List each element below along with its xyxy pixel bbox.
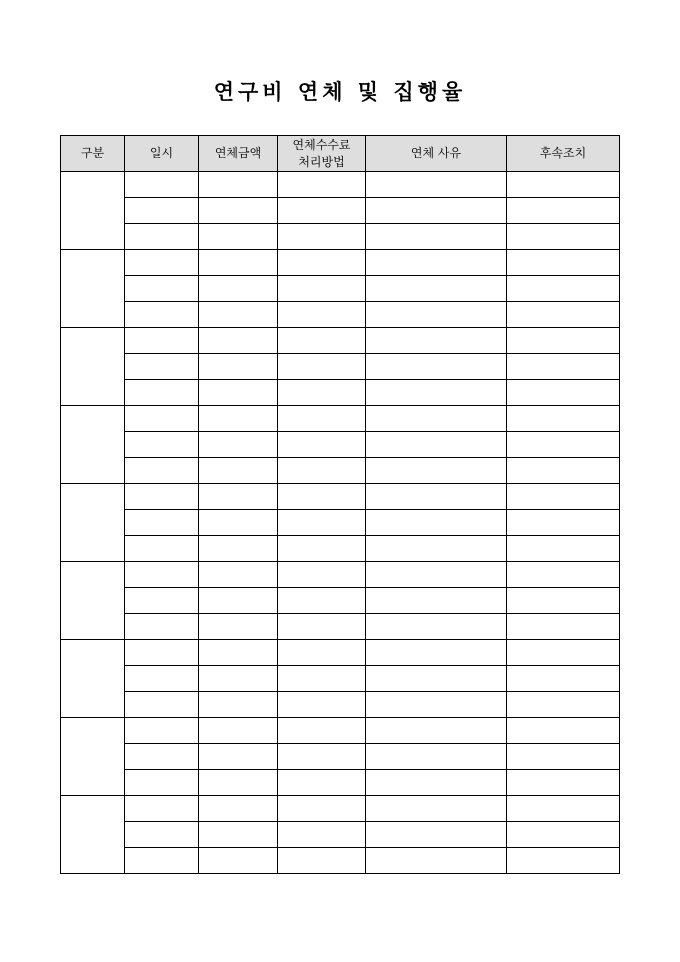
table-row [61, 588, 620, 614]
table-row [61, 692, 620, 718]
datetime-cell[interactable] [125, 822, 199, 848]
follow-up-cell[interactable] [507, 458, 620, 484]
header-follow-up: 후속조치 [507, 136, 620, 172]
overdue-reason-cell[interactable] [366, 510, 507, 536]
follow-up-cell[interactable] [507, 822, 620, 848]
follow-up-cell[interactable] [507, 614, 620, 640]
fee-handling-cell[interactable] [278, 458, 366, 484]
datetime-cell[interactable] [125, 614, 199, 640]
overdue-amount-cell[interactable] [199, 614, 278, 640]
table-row [61, 328, 620, 354]
table-row [61, 640, 620, 666]
overdue-amount-cell[interactable] [199, 510, 278, 536]
datetime-cell[interactable] [125, 770, 199, 796]
header-overdue-reason: 연체 사유 [366, 136, 507, 172]
follow-up-cell[interactable] [507, 380, 620, 406]
table-row [61, 666, 620, 692]
table-row [61, 822, 620, 848]
datetime-cell[interactable] [125, 302, 199, 328]
follow-up-cell[interactable] [507, 224, 620, 250]
follow-up-cell[interactable] [507, 302, 620, 328]
overdue-reason-cell[interactable] [366, 406, 507, 432]
overdue-reason-cell[interactable] [366, 224, 507, 250]
fee-handling-cell[interactable] [278, 406, 366, 432]
overdue-reason-cell[interactable] [366, 484, 507, 510]
follow-up-cell[interactable] [507, 666, 620, 692]
overdue-amount-cell[interactable] [199, 302, 278, 328]
table-row [61, 770, 620, 796]
follow-up-cell[interactable] [507, 484, 620, 510]
follow-up-cell[interactable] [507, 718, 620, 744]
fee-handling-cell[interactable] [278, 302, 366, 328]
datetime-cell[interactable] [125, 354, 199, 380]
datetime-cell[interactable] [125, 224, 199, 250]
follow-up-cell[interactable] [507, 562, 620, 588]
overdue-amount-cell[interactable] [199, 224, 278, 250]
overdue-reason-cell[interactable] [366, 380, 507, 406]
table-row [61, 536, 620, 562]
overdue-reason-cell[interactable] [366, 666, 507, 692]
datetime-cell[interactable] [125, 848, 199, 874]
table-row [61, 406, 620, 432]
datetime-cell[interactable] [125, 588, 199, 614]
overdue-amount-cell[interactable] [199, 432, 278, 458]
fee-handling-cell[interactable] [278, 770, 366, 796]
overdue-amount-cell[interactable] [199, 692, 278, 718]
table-row [61, 224, 620, 250]
fee-handling-cell[interactable] [278, 198, 366, 224]
fee-handling-cell[interactable] [278, 484, 366, 510]
datetime-cell[interactable] [125, 692, 199, 718]
fee-handling-cell[interactable] [278, 588, 366, 614]
overdue-amount-cell[interactable] [199, 406, 278, 432]
fee-handling-cell[interactable] [278, 224, 366, 250]
datetime-cell[interactable] [125, 744, 199, 770]
datetime-cell[interactable] [125, 406, 199, 432]
table-row [61, 250, 620, 276]
follow-up-cell[interactable] [507, 276, 620, 302]
overdue-amount-cell[interactable] [199, 666, 278, 692]
follow-up-cell[interactable] [507, 848, 620, 874]
fee-handling-cell[interactable] [278, 172, 366, 198]
fee-handling-cell[interactable] [278, 536, 366, 562]
datetime-cell[interactable] [125, 562, 199, 588]
overdue-amount-cell[interactable] [199, 354, 278, 380]
overdue-reason-cell[interactable] [366, 796, 507, 822]
datetime-cell[interactable] [125, 458, 199, 484]
overdue-reason-cell[interactable] [366, 562, 507, 588]
datetime-cell[interactable] [125, 172, 199, 198]
follow-up-cell[interactable] [507, 432, 620, 458]
fee-handling-cell[interactable] [278, 718, 366, 744]
table-row [61, 614, 620, 640]
header-row [61, 136, 620, 172]
follow-up-cell[interactable] [507, 588, 620, 614]
table-row [61, 458, 620, 484]
follow-up-cell[interactable] [507, 744, 620, 770]
datetime-cell[interactable] [125, 276, 199, 302]
category-cell[interactable] [61, 718, 125, 796]
overdue-amount-cell[interactable] [199, 198, 278, 224]
overdue-reason-cell[interactable] [366, 302, 507, 328]
header-fee-handling: 연체수수료 처리방법 [278, 136, 366, 172]
overdue-reason-cell[interactable] [366, 822, 507, 848]
fee-handling-cell[interactable] [278, 692, 366, 718]
fee-handling-cell[interactable] [278, 640, 366, 666]
follow-up-cell[interactable] [507, 510, 620, 536]
fee-handling-cell[interactable] [278, 380, 366, 406]
follow-up-cell[interactable] [507, 770, 620, 796]
follow-up-cell[interactable] [507, 536, 620, 562]
fee-handling-cell[interactable] [278, 848, 366, 874]
datetime-cell[interactable] [125, 250, 199, 276]
overdue-reason-cell[interactable] [366, 432, 507, 458]
category-cell[interactable] [61, 172, 125, 250]
category-cell[interactable] [61, 484, 125, 562]
datetime-cell[interactable] [125, 328, 199, 354]
overdue-amount-cell[interactable] [199, 276, 278, 302]
table-row [61, 276, 620, 302]
table-row [61, 172, 620, 198]
category-cell[interactable] [61, 406, 125, 484]
overdue-reason-cell[interactable] [366, 588, 507, 614]
datetime-cell[interactable] [125, 510, 199, 536]
overdue-amount-cell[interactable] [199, 328, 278, 354]
category-cell[interactable] [61, 796, 125, 874]
overdue-reason-cell[interactable] [366, 172, 507, 198]
follow-up-cell[interactable] [507, 640, 620, 666]
overdue-amount-cell[interactable] [199, 848, 278, 874]
table-row [61, 302, 620, 328]
table-row [61, 848, 620, 874]
fee-handling-cell[interactable] [278, 562, 366, 588]
overdue-amount-cell[interactable] [199, 640, 278, 666]
datetime-cell[interactable] [125, 536, 199, 562]
overdue-amount-cell[interactable] [199, 770, 278, 796]
follow-up-cell[interactable] [507, 172, 620, 198]
table-row [61, 796, 620, 822]
datetime-cell[interactable] [125, 432, 199, 458]
overdue-reason-cell[interactable] [366, 328, 507, 354]
overdue-reason-cell[interactable] [366, 744, 507, 770]
follow-up-cell[interactable] [507, 250, 620, 276]
fee-handling-cell[interactable] [278, 432, 366, 458]
overdue-amount-cell[interactable] [199, 250, 278, 276]
overdue-reason-cell[interactable] [366, 692, 507, 718]
fee-handling-cell[interactable] [278, 666, 366, 692]
header-datetime: 일시 [125, 136, 199, 172]
table-row [61, 484, 620, 510]
table-row [61, 510, 620, 536]
datetime-cell[interactable] [125, 796, 199, 822]
overdue-reason-cell[interactable] [366, 354, 507, 380]
overdue-reason-cell[interactable] [366, 848, 507, 874]
follow-up-cell[interactable] [507, 796, 620, 822]
table-row [61, 432, 620, 458]
follow-up-cell[interactable] [507, 406, 620, 432]
fee-handling-cell[interactable] [278, 328, 366, 354]
overdue-reason-cell[interactable] [366, 640, 507, 666]
table-row [61, 380, 620, 406]
category-cell[interactable] [61, 328, 125, 406]
overdue-amount-cell[interactable] [199, 172, 278, 198]
datetime-cell[interactable] [125, 198, 199, 224]
overdue-amount-cell[interactable] [199, 562, 278, 588]
fee-handling-cell[interactable] [278, 354, 366, 380]
category-cell[interactable] [61, 640, 125, 718]
overdue-reason-cell[interactable] [366, 614, 507, 640]
datetime-cell[interactable] [125, 666, 199, 692]
follow-up-cell[interactable] [507, 328, 620, 354]
table-row [61, 718, 620, 744]
datetime-cell[interactable] [125, 380, 199, 406]
overdue-reason-cell[interactable] [366, 718, 507, 744]
page-title: 연구비 연체 및 집행율 [213, 79, 467, 104]
fee-handling-cell[interactable] [278, 614, 366, 640]
datetime-cell[interactable] [125, 640, 199, 666]
datetime-cell[interactable] [125, 718, 199, 744]
overdue-reason-cell[interactable] [366, 536, 507, 562]
overdue-reason-cell[interactable] [366, 770, 507, 796]
follow-up-cell[interactable] [507, 692, 620, 718]
overdue-reason-cell[interactable] [366, 250, 507, 276]
overdue-reason-cell[interactable] [366, 276, 507, 302]
fee-handling-cell[interactable] [278, 250, 366, 276]
header-category: 구분 [61, 136, 125, 172]
table-row [61, 562, 620, 588]
fee-handling-cell[interactable] [278, 276, 366, 302]
follow-up-cell[interactable] [507, 354, 620, 380]
overdue-reason-cell[interactable] [366, 458, 507, 484]
fee-handling-cell[interactable] [278, 510, 366, 536]
fee-handling-cell[interactable] [278, 796, 366, 822]
table-body [61, 172, 620, 874]
fee-handling-cell[interactable] [278, 822, 366, 848]
overdue-reason-cell[interactable] [366, 198, 507, 224]
overdue-amount-cell[interactable] [199, 744, 278, 770]
table-row [61, 198, 620, 224]
overdue-amount-cell[interactable] [199, 822, 278, 848]
overdue-record-table [60, 135, 620, 874]
header-overdue-amount: 연체금액 [199, 136, 278, 172]
table-row [61, 744, 620, 770]
overdue-amount-cell[interactable] [199, 588, 278, 614]
datetime-cell[interactable] [125, 484, 199, 510]
overdue-amount-cell[interactable] [199, 718, 278, 744]
fee-handling-cell[interactable] [278, 744, 366, 770]
category-cell[interactable] [61, 250, 125, 328]
category-cell[interactable] [61, 562, 125, 640]
table-row [61, 354, 620, 380]
follow-up-cell[interactable] [507, 198, 620, 224]
overdue-amount-cell[interactable] [199, 380, 278, 406]
overdue-amount-cell[interactable] [199, 458, 278, 484]
overdue-amount-cell[interactable] [199, 536, 278, 562]
overdue-amount-cell[interactable] [199, 796, 278, 822]
overdue-amount-cell[interactable] [199, 484, 278, 510]
